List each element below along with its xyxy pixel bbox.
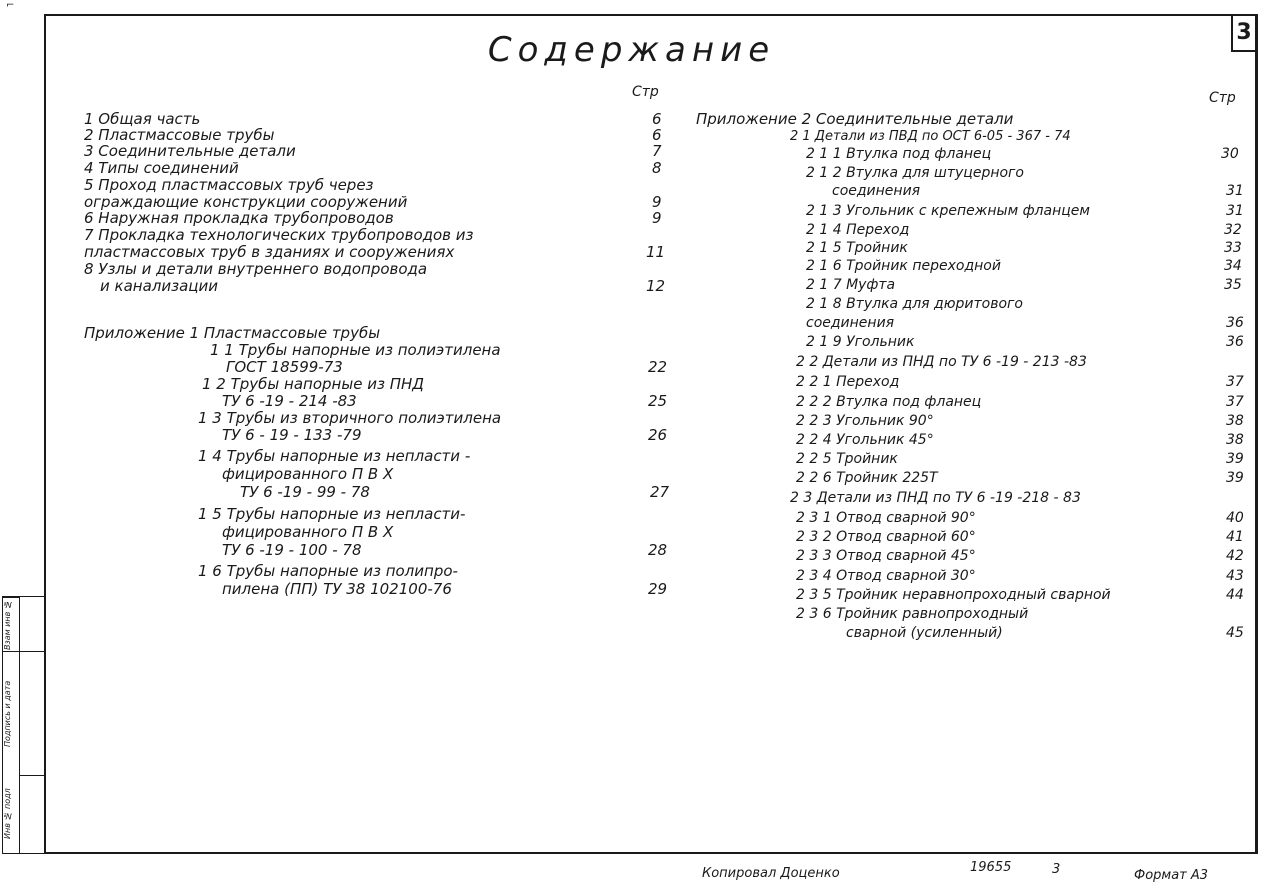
left-entry-text: ГОСТ 18599-73 — [226, 358, 343, 376]
corner-mark: ⌐ — [6, 0, 15, 11]
right-entry-text: соединения — [832, 183, 921, 199]
right-entry-text: 2 3 2 Отвод сварной 60° — [796, 529, 976, 545]
page-title: Содержание — [487, 30, 776, 70]
left-entry-text: и канализации — [100, 277, 218, 295]
side-stamp-blank — [20, 596, 44, 854]
left-entry-text: Приложение 1 Пластмассовые трубы — [84, 324, 381, 342]
side-stamp-cell: Взам инв № — [3, 597, 19, 652]
left-entry-text: 1 1 Трубы напорные из полиэтилена — [210, 341, 501, 359]
right-entry-page: 37 — [1226, 374, 1244, 390]
left-entry-text: 4 Типы соединений — [84, 159, 239, 177]
right-entry-page: 42 — [1226, 548, 1244, 564]
left-entry-text: пластмассовых труб в зданиях и сооружениях — [84, 243, 455, 261]
left-entry-text: 3 Соединительные детали — [84, 142, 296, 160]
footer-sheet-number: 3 — [1052, 862, 1061, 877]
left-entry-text: 1 4 Трубы напорные из непласти - — [198, 447, 471, 465]
left-entry-text: 1 6 Трубы напорные из полипро- — [198, 562, 458, 580]
right-entry-page: 36 — [1226, 334, 1244, 350]
left-entry-text: 1 Общая часть — [84, 110, 201, 128]
right-entry-page: 30 — [1221, 146, 1239, 162]
left-entry-text: 8 Узлы и детали внутреннего водопровода — [84, 260, 428, 278]
side-stamp-cell: Инв № подл — [3, 788, 12, 840]
right-entry-page: 34 — [1224, 258, 1242, 274]
right-entry-text: 2 2 Детали из ПНД по ТУ 6 -19 - 213 -83 — [796, 354, 1087, 370]
right-entry-page: 39 — [1226, 451, 1244, 467]
left-entry-text: пилена (ПП) ТУ 38 102100-76 — [222, 580, 452, 598]
left-entry-text: ограждающие конструкции сооружений — [84, 193, 408, 211]
copied-by: Копировал Доценко — [702, 866, 840, 881]
left-entry-text: 7 Прокладка технологических трубопроводов из — [84, 226, 474, 244]
left-entry-page: 8 — [652, 159, 662, 177]
left-entry-page: 12 — [646, 277, 666, 295]
side-stamp-cell: Подпись и дата — [3, 651, 19, 776]
left-entry-page: 26 — [648, 426, 668, 444]
left-entry-page: 28 — [648, 541, 668, 559]
right-entry-text: 2 1 4 Переход — [806, 222, 910, 238]
left-entry-text: 1 2 Трубы напорные из ПНД — [202, 375, 424, 393]
left-entry-text: 1 3 Трубы из вторичного полиэтилена — [198, 409, 502, 427]
right-entry-page: 31 — [1226, 183, 1244, 199]
right-entry-text: 2 1 Детали из ПВД по ОСТ 6-05 - 367 - 74 — [790, 129, 1071, 144]
left-entry-text: 6 Наружная прокладка трубопроводов — [84, 209, 394, 227]
left-entry-page: 6 — [652, 110, 662, 128]
right-entry-page: 32 — [1224, 222, 1242, 238]
right-entry-text: 2 1 5 Тройник — [806, 240, 908, 256]
right-entry-text: 2 1 3 Угольник с крепежным фланцем — [806, 203, 1090, 219]
right-entry-text: 2 3 5 Тройник неравнопроходный сварной — [796, 587, 1111, 603]
left-entry-page: 27 — [650, 483, 670, 501]
left-entry-text: фицированного П В Х — [222, 465, 394, 483]
side-stamp-divider — [20, 651, 44, 652]
left-entry-page: 9 — [652, 193, 662, 211]
right-entry-text: 2 2 5 Тройник — [796, 451, 898, 467]
right-entry-page: 31 — [1226, 203, 1244, 219]
left-entry-text: ТУ 6 -19 - 100 - 78 — [222, 541, 362, 559]
right-entry-text: 2 1 9 Угольник — [806, 334, 915, 350]
right-entry-page: 44 — [1226, 587, 1244, 603]
right-entry-page: 35 — [1224, 277, 1242, 293]
right-entry-text: 2 3 6 Тройник равнопроходный — [796, 606, 1029, 622]
left-entry-page: 25 — [648, 392, 668, 410]
right-column-header: Стр — [1209, 90, 1236, 106]
left-entry-page: 9 — [652, 209, 662, 227]
right-entry-page: 38 — [1226, 432, 1244, 448]
right-entry-page: 38 — [1226, 413, 1244, 429]
right-entry-text: 2 2 3 Угольник 90° — [796, 413, 934, 429]
left-entry-page: 11 — [646, 243, 666, 261]
right-entry-text: 2 3 1 Отвод сварной 90° — [796, 510, 976, 526]
right-entry-page: 37 — [1226, 394, 1244, 410]
format-label: Формат А3 — [1134, 868, 1209, 883]
left-entry-text: 2 Пластмассовые трубы — [84, 126, 275, 144]
side-stamp-divider — [20, 775, 44, 776]
left-entry-page: 6 — [652, 126, 662, 144]
right-entry-text: 2 1 6 Тройник переходной — [806, 258, 1001, 274]
right-entry-page: 40 — [1226, 510, 1244, 526]
right-entry-text: 2 3 3 Отвод сварной 45° — [796, 548, 976, 564]
right-entry-text: 2 1 8 Втулка для дюритового — [806, 296, 1023, 312]
right-entry-text: 2 3 4 Отвод сварной 30° — [796, 568, 976, 584]
left-entry-text: ТУ 6 - 19 - 133 -79 — [222, 426, 362, 444]
right-entry-text: сварной (усиленный) — [846, 625, 1003, 641]
right-entry-page: 41 — [1226, 529, 1244, 545]
right-entry-text: 2 3 Детали из ПНД по ТУ 6 -19 -218 - 83 — [790, 490, 1081, 506]
left-entry-text: фицированного П В Х — [222, 523, 394, 541]
side-stamp — [2, 596, 20, 854]
right-entry-text: 2 2 6 Тройник 225Т — [796, 470, 938, 486]
right-entry-text: 2 1 7 Муфта — [806, 277, 896, 293]
right-entry-text: соединения — [806, 315, 895, 331]
left-entry-text: ТУ 6 -19 - 99 - 78 — [240, 483, 370, 501]
right-entry-text: 2 2 2 Втулка под фланец — [796, 394, 982, 410]
right-entry-text: 2 2 1 Переход — [796, 374, 900, 390]
sheet-number: 3 — [1231, 16, 1255, 52]
left-column-header: Стр — [632, 84, 659, 100]
left-entry-page: 29 — [648, 580, 668, 598]
right-entry-page: 33 — [1224, 240, 1242, 256]
left-entry-text: ТУ 6 -19 - 214 -83 — [222, 392, 357, 410]
right-entry-page: 39 — [1226, 470, 1244, 486]
left-entry-page: 22 — [648, 358, 668, 376]
right-entry-text: Приложение 2 Соединительные детали — [696, 110, 1014, 128]
right-entry-page: 45 — [1226, 625, 1244, 641]
left-entry-page: 7 — [652, 142, 662, 160]
left-entry-text: 5 Проход пластмассовых труб через — [84, 176, 374, 194]
left-entry-text: 1 5 Трубы напорные из непласти- — [198, 505, 466, 523]
document-number: 19655 — [970, 860, 1012, 875]
right-entry-text: 2 2 4 Угольник 45° — [796, 432, 934, 448]
right-entry-text: 2 1 2 Втулка для штуцерного — [806, 165, 1024, 181]
right-entry-page: 43 — [1226, 568, 1244, 584]
right-entry-page: 36 — [1226, 315, 1244, 331]
right-entry-text: 2 1 1 Втулка под фланец — [806, 146, 992, 162]
